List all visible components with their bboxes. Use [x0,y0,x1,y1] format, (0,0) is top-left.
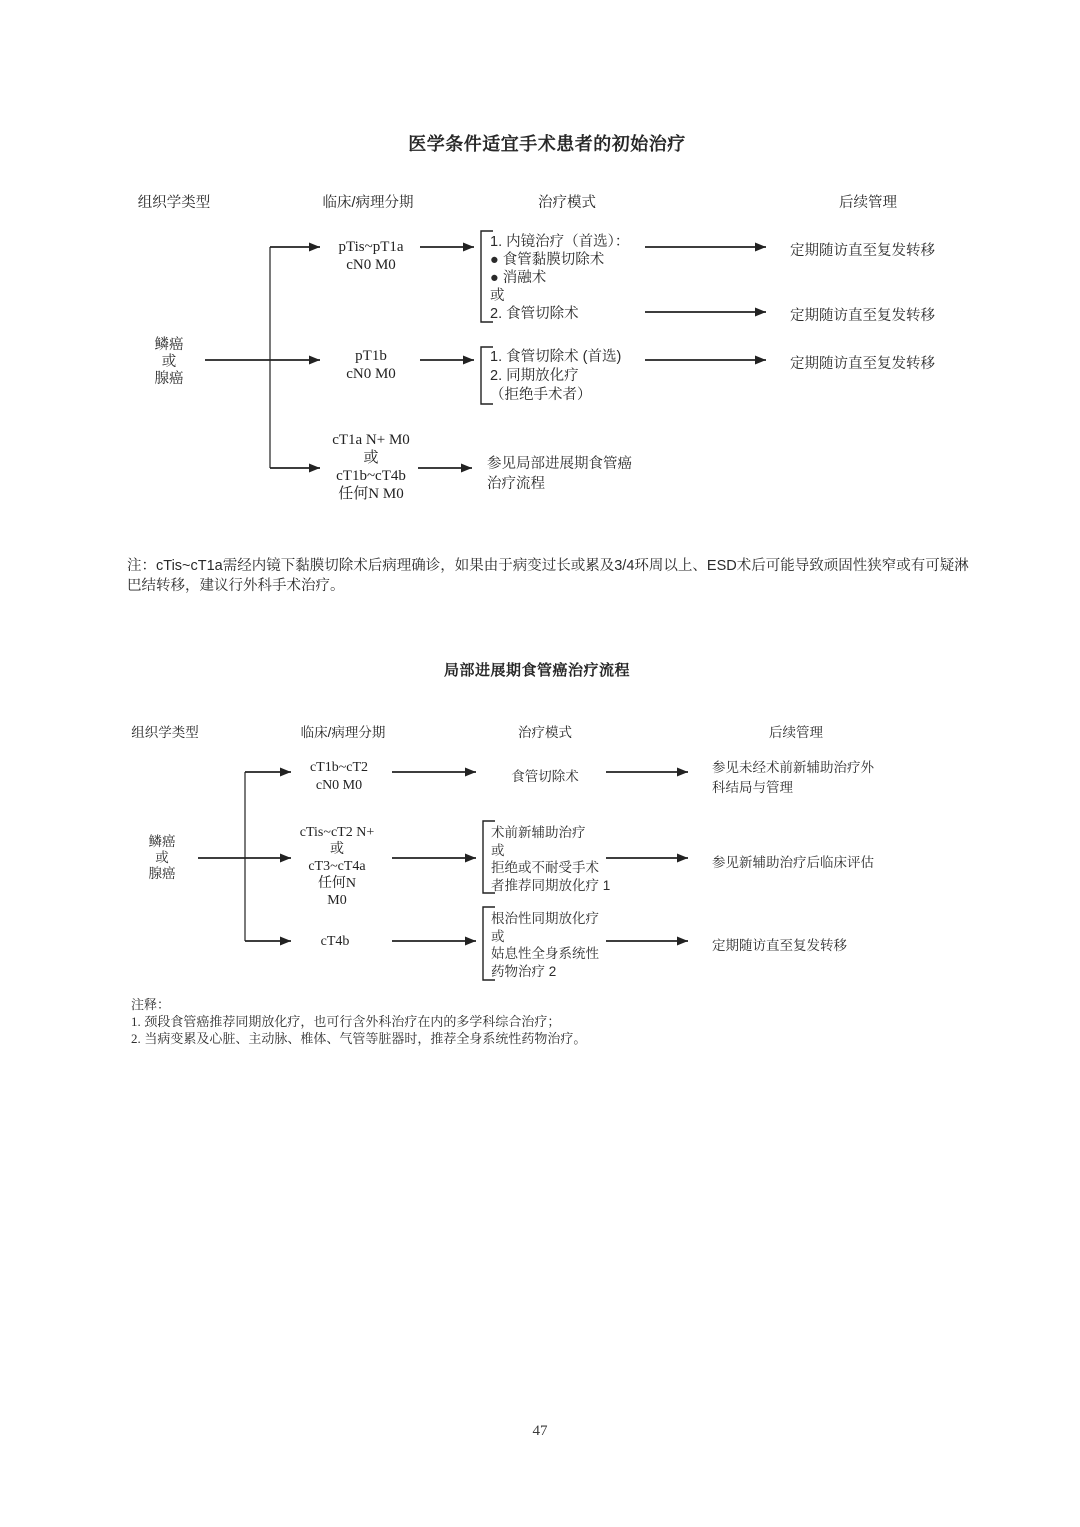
stage-line: cT4b [320,934,350,949]
chart1-column-treatment: 治疗模式 [538,195,596,211]
stage-line: cT3~cT4a [308,859,366,874]
histology-line: 或 [161,354,177,370]
treatment-line: 拒绝或不耐受手术 [491,860,599,875]
stage-line: cT1a N+ M0 [332,432,410,448]
footnote-number: 1. [131,1014,141,1029]
stage-line: 任何N M0 [338,486,404,502]
chart2-stage-node-ct4b [321,934,350,950]
chart1-column-histology: 组织学类型 [137,195,211,211]
stage-line: pT1b [355,348,387,364]
treatment-line: 2. 同期放化疗 [490,368,579,384]
chart2-treatment-surgery: 食管切除术 [511,769,579,784]
chart1-histology-node [155,337,184,388]
footnote-text: 颈段食管癌推荐同期放化疗，也可行含外科治疗在内的多学科综合治疗； [144,1014,561,1029]
footnote-text: 当病变累及心脏、主动脉、椎体、气管等脏器时，推荐全身系统性药物治疗。 [144,1031,587,1046]
chart1-treatment-surgery [490,348,621,405]
referral-line: 治疗流程 [487,476,545,492]
chart1-column-followup: 后续管理 [839,195,897,211]
footnote-number: 2. [131,1031,141,1046]
chart2-stage-node-ctis-ct4a [300,824,374,909]
chart1-connectors [205,231,766,468]
chart1-stage-node-pt1b [346,347,396,383]
chart1-followup-2: 定期随访直至复发转移 [790,308,935,324]
histology-line: 或 [155,850,169,865]
chart2-treatment-definitive [491,910,599,980]
treatment-line: 1. 内镜治疗（首选）： [490,234,630,250]
chart1-referral-node [487,454,632,494]
stage-line: 或 [330,842,344,857]
treatment-line: ● 食管黏膜切除术 [490,252,605,268]
chart1-column-stage: 临床/病理分期 [322,195,414,211]
chart2-histology-node [149,834,176,882]
note-line: 巴结转移，建议行外科手术治疗。 [127,578,345,594]
treatment-line: （拒绝手术者） [490,387,592,403]
chart1-stage-node-advanced [332,431,410,503]
footnote-item [131,1013,586,1030]
treatment-line: 或 [491,928,505,944]
stage-line: cT1b~cT2 [309,760,369,775]
chart2-column-stage: 临床/病理分期 [300,725,386,740]
chart1-treatment-endoscopic [490,233,629,323]
stage-line: cN0 M0 [346,257,396,273]
histology-line: 鳞癌 [154,337,184,353]
followup-line: 参见未经术前新辅助治疗外 [712,760,874,775]
treatment-line: 根治性同期放化疗 [491,911,599,926]
stage-line: cN0 M0 [315,777,363,793]
chart1-stage-node-ptis [338,238,403,274]
stage-line: 任何N [317,876,357,891]
chart2-column-histology: 组织学类型 [131,725,199,740]
histology-line: 腺癌 [148,866,176,881]
stage-line: cN0 M0 [346,366,396,382]
stage-line: 或 [363,450,379,466]
footnote-item [131,1030,586,1047]
chart2-footnotes [131,996,586,1047]
chart1-note [127,556,969,596]
footnotes-label: 注释： [131,997,171,1012]
chart1-title: 医学条件适宜手术患者的初始治疗 [408,134,686,154]
chart2-stage-node-ct1b [310,759,368,794]
chart2-connectors [198,772,688,980]
chart2-column-followup: 后续管理 [769,725,823,740]
chart2-followup-1 [712,758,874,797]
referral-line: 参见局部进展期食管癌 [487,456,632,472]
treatment-line: 或 [491,842,505,858]
chart1-followup-3: 定期随访直至复发转移 [790,356,935,372]
treatment-line: 术前新辅助治疗 [491,825,586,840]
chart2-treatment-neoadjuvant [491,824,610,894]
stage-line: cT1b~cT4b [336,468,406,484]
stage-line: M0 [327,893,347,908]
histology-line: 鳞癌 [148,834,176,849]
stage-line: cTis~cT2 N+ [299,825,375,840]
treatment-line: 药物治疗 2 [491,963,557,979]
followup-line: 科结局与管理 [712,779,793,795]
treatment-line: 2. 食管切除术 [490,306,579,322]
chart2-followup-2: 参见新辅助治疗后临床评估 [712,855,874,870]
treatment-line: ● 消融术 [490,270,547,286]
treatment-line: 者推荐同期放化疗 1 [491,877,611,893]
note-line: 注：cTis~cT1a需经内镜下黏膜切除术后病理确诊，如果由于病变过长或累及3/4环周以上、ESD术后可能导致顽固性狭窄或有可疑淋 [127,558,969,574]
treatment-line: 1. 食管切除术 (首选) [490,349,622,365]
chart2-title: 局部进展期食管癌治疗流程 [443,662,631,679]
chart2-column-treatment: 治疗模式 [518,725,572,740]
chart2-followup-3: 定期随访直至复发转移 [712,938,847,953]
histology-line: 腺癌 [154,371,184,387]
stage-line: pTis~pT1a [338,239,404,255]
treatment-line: 姑息性全身系统性 [491,946,599,961]
chart1-followup-1: 定期随访直至复发转移 [790,243,935,259]
treatment-line: 或 [490,288,505,304]
page-number: 47 [532,1423,548,1439]
